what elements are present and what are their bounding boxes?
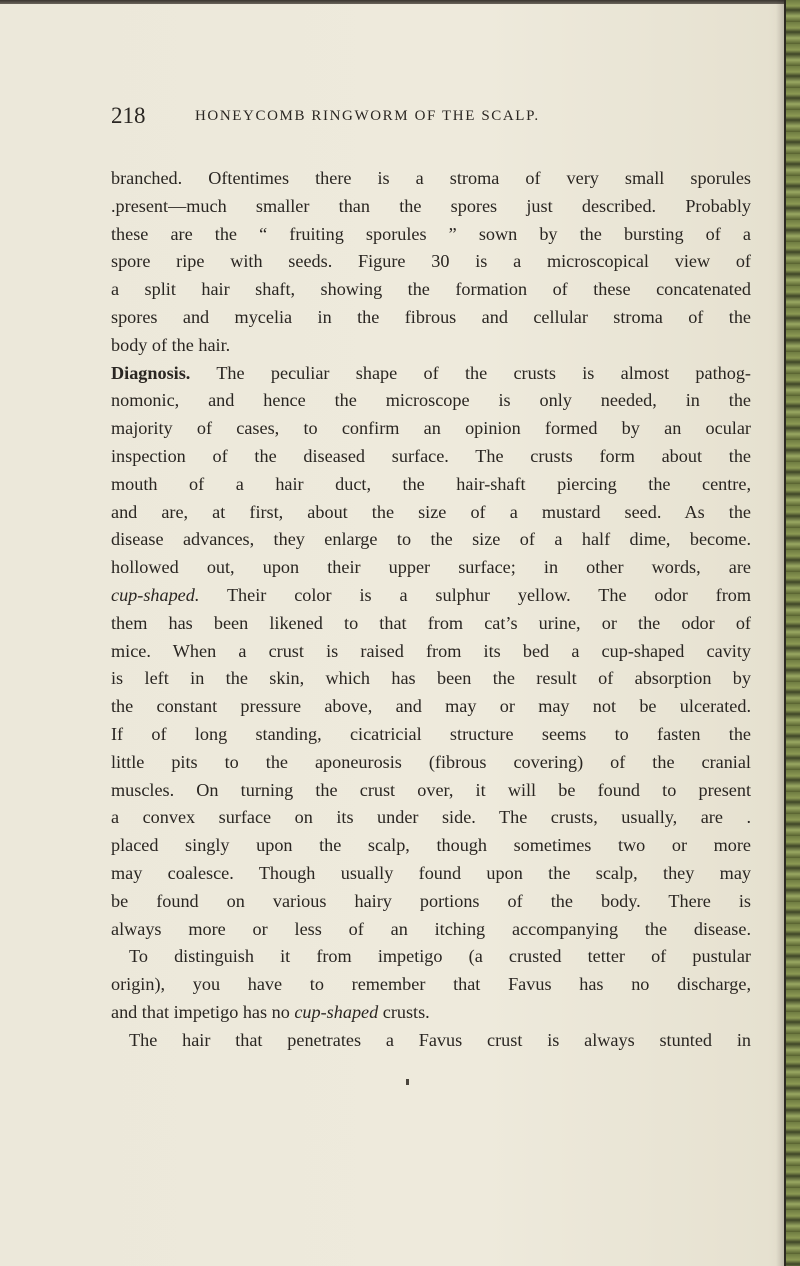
section-heading-diagnosis: Diagnosis. [111,362,191,383]
text-line: If of long standing, cicatricial structure seems to fasten the [111,723,751,744]
text-line: be found on various hairy portions of the body. There is [111,890,751,911]
text-line: The hair that penetrates a Favus crust is always stunted in [129,1029,751,1050]
text-line [111,360,751,388]
body-text [111,165,751,1055]
text-line: To distinguish it from impetigo (a crusted tetter of pustular [129,946,751,967]
text-line: spore ripe with seeds. Figure 30 is a microscopical view of [111,251,751,272]
text-run: crusts. [378,1001,430,1022]
text-line: spores and mycelia in the fibrous and cellular stroma of the [111,306,751,327]
text-line: always more or less of an itching accompanying the disease. [111,918,751,939]
italic-term: cup-shaped. [111,584,200,605]
text-line: them has been likened to that from cat’s urine, or the odor of [111,612,751,633]
text-line: the constant pressure above, and may or may not be ulcerated. [111,696,751,717]
book-cover-edge [784,0,800,1266]
text-line: and are, at first, about the size of a mustard seed. As the [111,501,751,522]
text-line: hollowed out, upon their upper surface; in other words, are [111,557,751,578]
running-title: HONEYCOMB RINGWORM OF THE SCALP. [195,108,540,124]
text-line: .present—much smaller than the spores just described. Probably [111,195,751,216]
text-line: mouth of a hair duct, the hair-shaft piercing the centre, [111,473,751,494]
text-line: a split hair shaft, showing the formation of these concatenated [111,279,751,300]
print-speck [406,1079,409,1085]
text-run: Their color is a sulphur yellow. The odor from [199,584,751,605]
text-line: majority of cases, to confirm an opinion formed by an ocular [111,418,751,439]
text-line: origin), you have to remember that Favus has no discharge, [111,974,751,995]
text-line: mice. When a crust is raised from its bed a cup-shaped cavity [111,640,751,661]
italic-term: cup-shaped [294,1001,379,1022]
running-header [111,100,751,132]
text-run: The peculiar shape of the crusts is almost pathog- [190,362,751,383]
text-line [111,999,751,1027]
text-line: branched. Oftentimes there is a stroma of very small sporules [111,168,751,188]
text-line: muscles. On turning the crust over, it will be found to present [111,779,751,800]
text-line: disease advances, they enlarge to the size of a half dime, become. [111,529,751,550]
text-line: is left in the skin, which has been the result of absorption by [111,668,751,689]
text-run: and that impetigo has no [111,1001,295,1022]
text-line: body of the hair. [111,334,231,355]
text-line: nomonic, and hence the microscope is only needed, in the [111,390,751,411]
text-line: placed singly upon the scalp, though sometimes two or more [111,835,751,856]
text-line: these are the “ fruiting sporules ” sown by the bursting of a [111,223,751,244]
text-line [111,582,751,610]
page-number: 218 [111,103,146,128]
page-top-edge [0,0,790,4]
text-line: may coalesce. Though usually found upon the scalp, they may [111,862,751,883]
text-line: inspection of the diseased surface. The crusts form about the [111,445,751,466]
text-line: little pits to the aponeurosis (fibrous covering) of the cranial [111,751,751,772]
text-line: a convex surface on its under side. The crusts, usually, are . [111,807,751,828]
